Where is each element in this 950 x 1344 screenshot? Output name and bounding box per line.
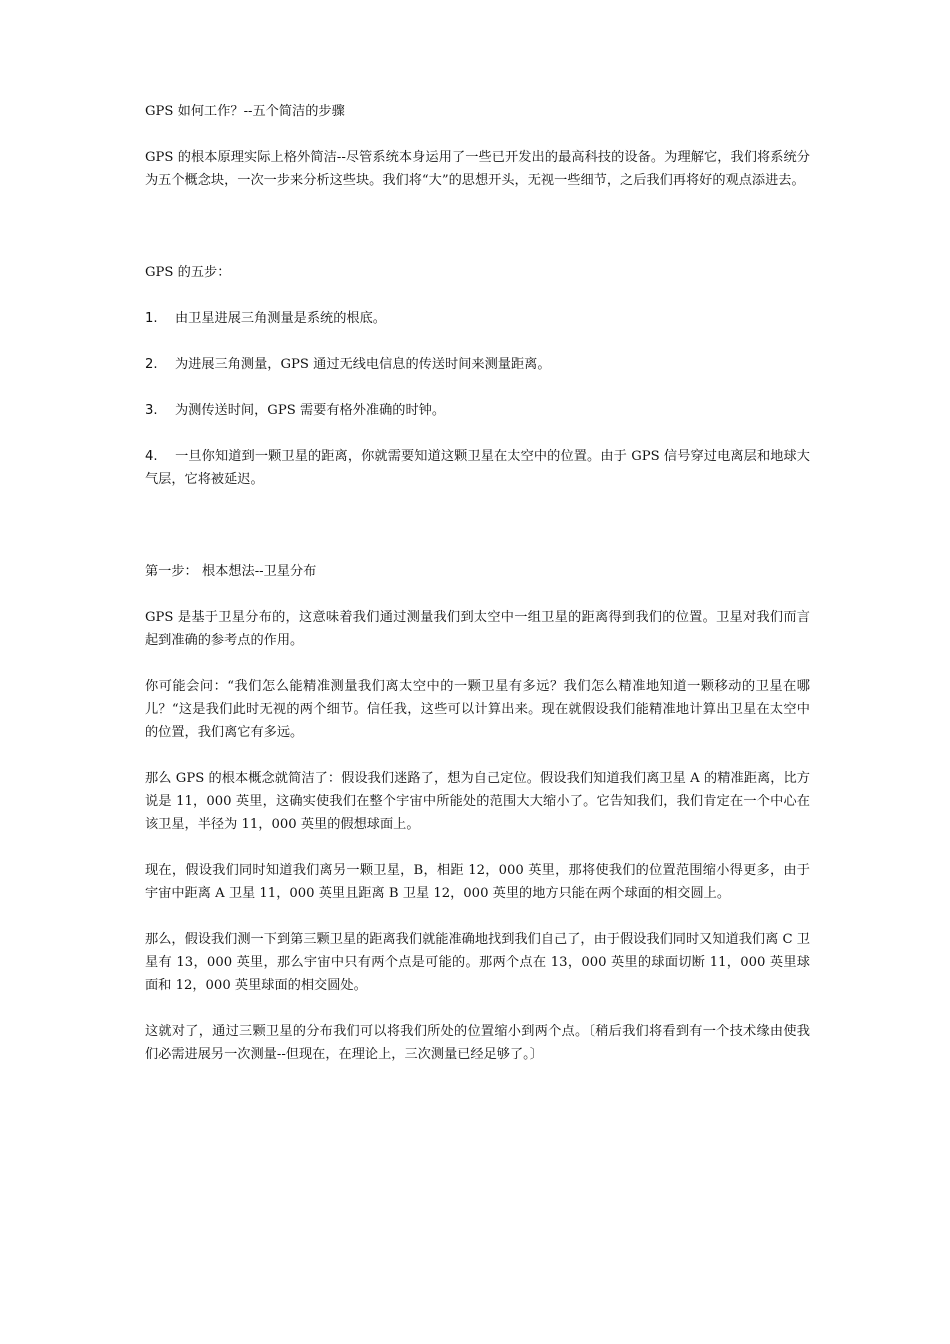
- body-paragraph: 那么，假设我们测一下到第三颗卫星的距离我们就能准确地找到我们自己了，由于假设我们同时又知道我们离 C 卫星有 13，000 英里，那么宇宙中只有两个点是可能的。那两个点在 13，000 英里的球面切断 11，000 英里球面和 12，000 英里球面的相交圆处。: [145, 932, 810, 993]
- body-paragraph: 那么 GPS 的根本概念就简洁了：假设我们迷路了，想为自己定位。假设我们知道我们离卫星 A 的精准距离，比方说是 11，000 英里，这确实使我们在整个宇宙中所能处的范围大大缩小了。它告知我们，我们肯定在一个中心在该卫星，半径为 11，000 英里的假想球面上。: [145, 771, 810, 832]
- step-item: [145, 307, 810, 330]
- step-number: 2.: [145, 357, 158, 372]
- step-number: 3.: [145, 403, 158, 418]
- step-number: 4.: [145, 449, 158, 464]
- step-text: 为测传送时间，GPS 需要有格外准确的时钟。: [175, 403, 446, 418]
- section-heading: 第一步： 根本想法--卫星分布: [145, 564, 317, 579]
- step-item: [145, 445, 810, 491]
- step-number: 1.: [145, 311, 158, 326]
- spacer: [145, 215, 810, 261]
- step-text: 为进展三角测量，GPS 通过无线电信息的传送时间来测量距离。: [175, 357, 551, 372]
- document-page: [145, 100, 810, 1089]
- steps-heading: GPS 的五步：: [145, 265, 231, 280]
- document-title: GPS 如何工作？--五个简洁的步骤: [145, 104, 345, 119]
- step-text: 由卫星进展三角测量是系统的根底。: [175, 311, 386, 326]
- body-paragraph: GPS 是基于卫星分布的，这意味着我们通过测量我们到太空中一组卫星的距离得到我们的位置。卫星对我们而言起到准确的参考点的作用。: [145, 610, 810, 648]
- step-text: 一旦你知道到一颗卫星的距离，你就需要知道这颗卫星在太空中的位置。由于 GPS 信号穿过电离层和地球大气层，它将被延迟。: [145, 449, 810, 487]
- body-paragraph: 现在，假设我们同时知道我们离另一颗卫星，B，相距 12，000 英里，那将使我们的位置范围缩小得更多，由于宇宙中距离 A 卫星 11，000 英里且距离 B 卫星 12，000 英里的地方只能在两个球面的相交圆上。: [145, 863, 810, 901]
- intro-paragraph: GPS 的根本原理实际上格外简洁--尽管系统本身运用了一些已开发出的最高科技的设备。为理解它，我们将系统分为五个概念块，一次一步来分析这些块。我们将“大”的思想开头，无视一些细节，之后我们再将好的观点添进去。: [145, 150, 810, 188]
- step-item: [145, 399, 810, 422]
- body-paragraph: 这就对了，通过三颗卫星的分布我们可以将我们所处的位置缩小到两个点。〔稍后我们将看到有一个技术缘由使我们必需进展另一次测量--但现在，在理论上，三次测量已经足够了。〕: [145, 1024, 810, 1062]
- body-paragraph: 你可能会问：“我们怎么能精准测量我们离太空中的一颗卫星有多远？我们怎么精准地知道一颗移动的卫星在哪儿？“这是我们此时无视的两个细节。信任我，这些可以计算出来。现在就假设我们能精准地计算出卫星在太空中的位置，我们离它有多远。: [145, 679, 810, 740]
- step-item: [145, 353, 810, 376]
- spacer: [145, 514, 810, 560]
